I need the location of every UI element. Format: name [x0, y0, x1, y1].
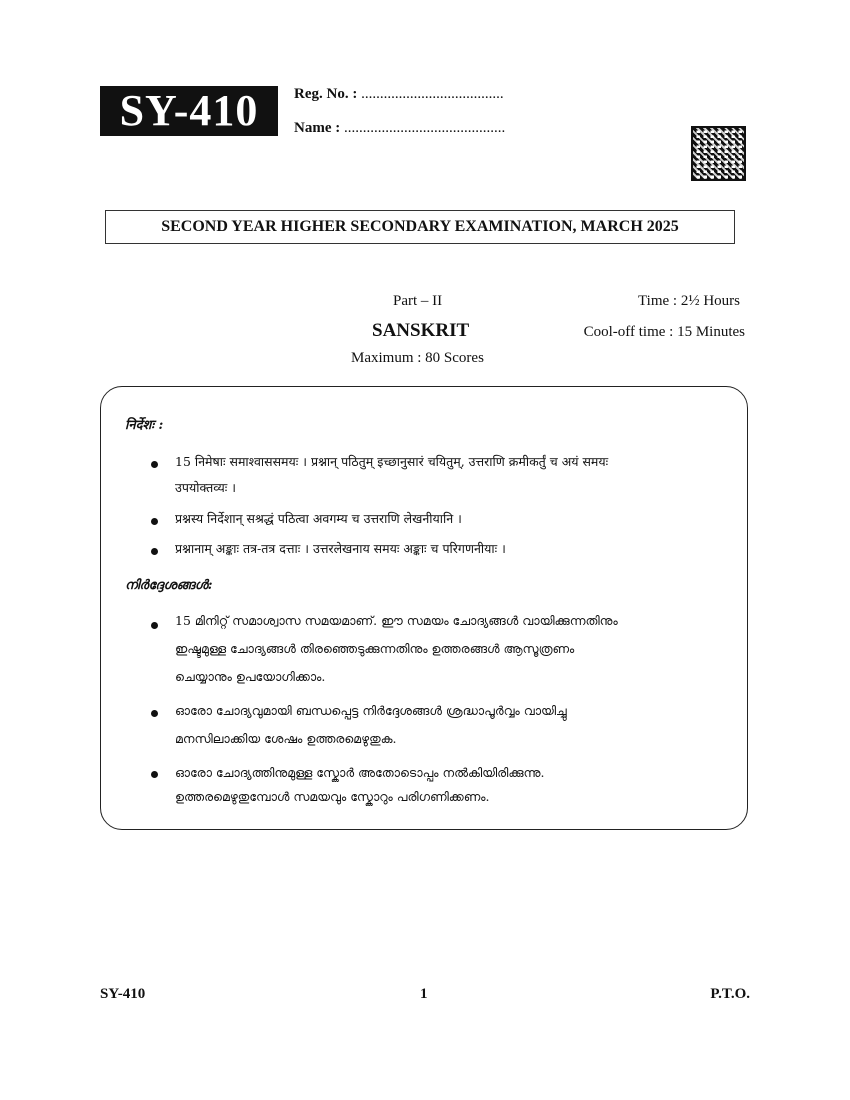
malayalam-instruction-2a: ഓരോ ചോദ്യവുമായി ബന്ധപ്പെട്ട നിർദ്ദേശങ്ങൾ ശ്രദ്ധാപൂർവ്വം വായിച്ചു [175, 703, 567, 718]
reg-no-dots: ...................................... [357, 86, 504, 102]
reg-no-label: Reg. No. : [294, 86, 358, 102]
malayalam-instruction-3b: ഉത്തരമെഴുതുമ്പോൾ സമയവും സ്കോറും പരിഗണിക്കണം. [175, 789, 490, 804]
max-scores-label: Maximum : 80 Scores [351, 350, 484, 366]
instructions-box [100, 386, 748, 830]
bullet-icon [151, 710, 158, 717]
page-number: 1 [420, 986, 428, 1002]
malayalam-heading: നിർദ്ദേശങ്ങൾ: [125, 578, 213, 593]
bullet-icon [151, 771, 158, 778]
bullet-icon [151, 518, 158, 525]
subject-title: SANSKRIT [372, 320, 470, 341]
qr-code-icon [693, 128, 744, 179]
part-label: Part – II [393, 293, 443, 309]
reg-no-field [294, 86, 504, 103]
name-dots: ........................................... [340, 120, 506, 136]
malayalam-instruction-1c: ചെയ്യാനും ഉപയോഗിക്കാം. [175, 669, 326, 684]
paper-code: SY-410 [100, 86, 278, 136]
malayalam-instruction-1b: ഇഷ്ടമുള്ള ചോദ്യങ്ങൾ തിരഞ്ഞെടുക്കുന്നതിനും ഉത്തരങ്ങൾ ആസൂത്രണം [175, 641, 575, 656]
malayalam-instruction-1a: 15 മിനിറ്റ് സമാശ്വാസ സമയമാണ്. ഈ സമയം ചോദ്യങ്ങൾ വായിക്കുന്നതിനും [175, 613, 618, 628]
name-label: Name : [294, 120, 341, 136]
bullet-icon [151, 622, 158, 629]
time-label: Time : 2½ Hours [638, 293, 740, 309]
bullet-icon [151, 461, 158, 468]
name-field [294, 120, 505, 137]
pto-label: P.T.O. [710, 986, 750, 1002]
malayalam-instruction-3a: ഓരോ ചോദ്യത്തിനുമുള്ള സ്കോർ അതോടൊപ്പം നൽകിയിരിക്കുന്നു. [175, 765, 545, 780]
malayalam-instruction-2b: മനസിലാക്കിയ ശേഷം ഉത്തരമെഴുതുക. [175, 731, 397, 746]
sanskrit-heading: निर्देशः : [125, 418, 164, 433]
cooloff-label: Cool-off time : 15 Minutes [583, 324, 745, 340]
bullet-icon [151, 548, 158, 555]
sanskrit-instruction-1b: उपयोक्तव्यः । [175, 480, 237, 495]
sanskrit-instruction-2: प्रश्नस्य निर्देशान् सश्रद्धं पठित्वा अवगम्य च उत्तराणि लेखनीयानि । [175, 511, 462, 526]
sanskrit-instruction-3: प्रश्नानाम् अङ्काः तत्र-तत्र दत्ताः । उत्तरलेखनाय समयः अङ्काः च परिगणनीयाः । [175, 541, 506, 556]
sanskrit-instruction-1a: 15 निमेषाः समाश्वाससमयः । प्रश्नान् पठितुम् इच्छानुसारं चयितुम्, उत्तराणि क्रमीकर्तुं च अयं समयः [175, 454, 609, 469]
footer-code: SY-410 [100, 986, 146, 1002]
exam-title: SECOND YEAR HIGHER SECONDARY EXAMINATION, MARCH 2025 [105, 210, 735, 244]
